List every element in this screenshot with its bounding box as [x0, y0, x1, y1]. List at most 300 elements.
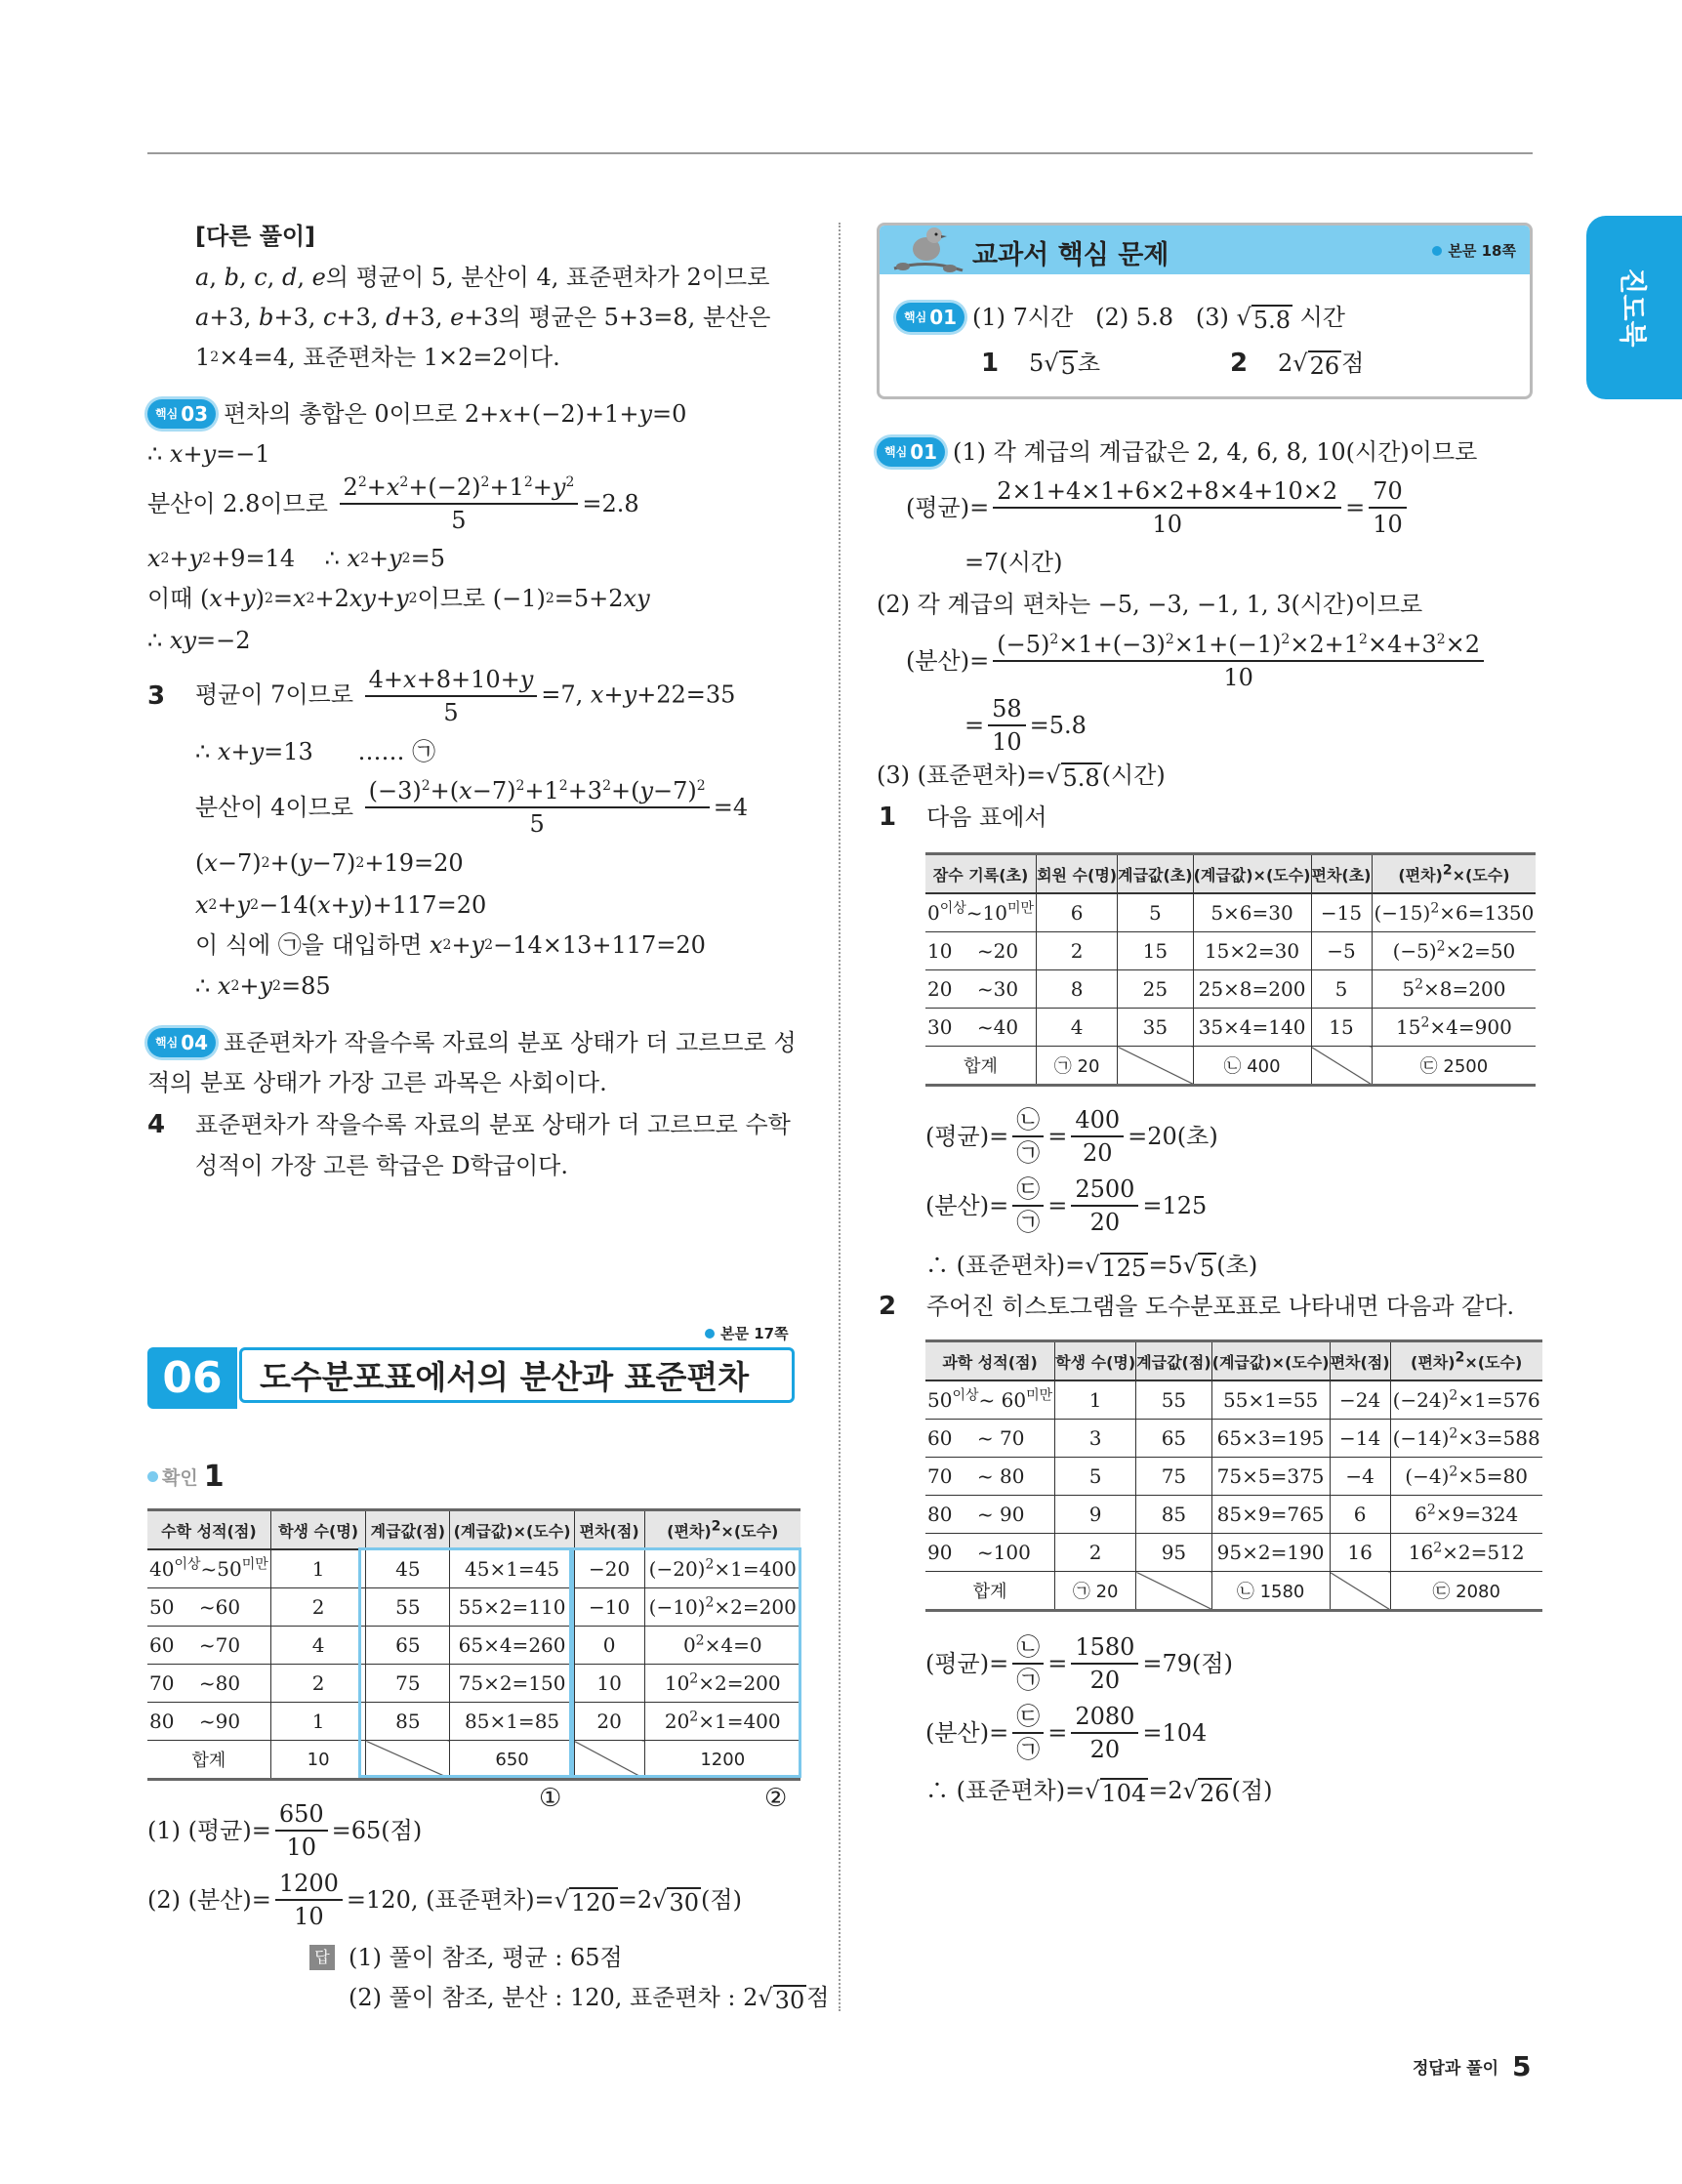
text-run: ×2	[1445, 631, 1481, 658]
page-reference	[1432, 240, 1516, 261]
text-run: 점	[806, 1984, 830, 2011]
text-run: (편차)	[1398, 865, 1443, 885]
table-cell	[1193, 970, 1311, 1009]
table-cell	[574, 1549, 644, 1588]
denominator	[282, 1832, 320, 1863]
text-run: 25×8=200	[1198, 977, 1306, 1001]
text-run: 1	[195, 344, 211, 371]
text-run: +	[169, 545, 189, 572]
superscript: 2	[558, 778, 568, 794]
math-variable: y	[259, 972, 273, 1000]
empty-slash-cell	[366, 1741, 450, 1780]
text-run: 분산이 4이므로	[195, 794, 361, 821]
core-04-line-2: 적의 분포 상태가 가장 고른 과목은 사회이다.	[147, 1069, 607, 1096]
text-run: 75×5=375	[1216, 1464, 1325, 1488]
superscript: 이상	[952, 1387, 979, 1404]
table-cell	[925, 893, 1037, 932]
text-run: 10	[992, 728, 1022, 756]
table-cell	[1372, 1009, 1536, 1047]
text-run: +2	[314, 585, 349, 612]
problem-2-stddev	[925, 1774, 1272, 1807]
text-run: =0	[652, 400, 687, 428]
text-run: 합계	[191, 1751, 226, 1771]
empty-slash-cell	[1118, 1047, 1193, 1086]
math-variable: y	[519, 666, 534, 693]
text-run: 45×1=45	[465, 1557, 560, 1581]
problem-3-line-4: ( x −7) 2 +( y −7) 2 +19=20	[195, 846, 464, 880]
text-run: 70	[1373, 477, 1403, 505]
problem-4-line-1	[147, 1108, 791, 1141]
text-run: 계급값(점)	[370, 1521, 446, 1541]
text-run: =	[964, 712, 985, 739]
text-run: ~50	[200, 1557, 242, 1581]
math-variable: y	[552, 474, 566, 501]
check-label	[147, 1460, 225, 1494]
math-variable: e	[311, 264, 326, 291]
math-variable: d	[386, 304, 401, 331]
radicand: 26	[1200, 1780, 1230, 1807]
line-text: 다음 표에서	[926, 804, 1047, 831]
text-run: 20	[1082, 1139, 1113, 1167]
text-run: 5	[1402, 977, 1415, 1001]
text-run: =−2	[196, 627, 251, 654]
text-run: ㉡	[1016, 1633, 1041, 1661]
superscript: 2	[1442, 862, 1453, 879]
radical-sign: √	[1046, 762, 1061, 789]
table-cell	[925, 932, 1037, 970]
math-variable: a	[195, 304, 210, 331]
side-tab[interactable]	[1586, 216, 1682, 399]
text-run: 3	[1088, 1426, 1102, 1450]
table-cell	[1372, 932, 1536, 970]
numerator	[993, 475, 1341, 509]
core-badge	[147, 399, 216, 429]
numerator	[1012, 1631, 1044, 1665]
text-run: (편차)	[1411, 1352, 1456, 1372]
table-cell	[450, 1549, 574, 1588]
math-variable: d	[281, 264, 298, 291]
text-run: +3의 평균은 5+3=8, 분산은	[464, 304, 771, 331]
text-run: 15	[1329, 1015, 1354, 1039]
total-cell	[925, 1047, 1037, 1086]
superscript: 2	[1281, 632, 1291, 647]
text-run: +(	[611, 777, 640, 804]
text-run: 2080	[1075, 1703, 1135, 1730]
text-run: ㉢	[1016, 1703, 1041, 1730]
problem-2-line	[879, 1290, 1514, 1323]
text-run: 5×6=30	[1210, 901, 1293, 925]
table-cell	[270, 1665, 366, 1703]
table-row	[925, 1380, 1542, 1420]
table-row	[147, 1665, 800, 1703]
column-header	[450, 1510, 574, 1550]
math-variable: xy	[623, 585, 650, 612]
table-total-row	[925, 1572, 1542, 1611]
text-run: ×9=324	[1435, 1503, 1519, 1526]
column-header	[1118, 854, 1193, 894]
column-header	[366, 1510, 450, 1550]
table-cell	[1311, 932, 1372, 970]
denominator	[290, 1901, 328, 1932]
total-cell	[1037, 1047, 1118, 1086]
text-run: (−24)	[1392, 1388, 1450, 1412]
text-run: ~ 60	[978, 1388, 1027, 1412]
core-03-line-6	[147, 624, 251, 657]
total-cell	[925, 1572, 1055, 1611]
table-cell	[925, 1496, 1055, 1534]
math-score-table	[147, 1508, 800, 1781]
text-run: (편차)	[667, 1521, 712, 1541]
text-run: 60 ~ 70	[927, 1426, 1025, 1450]
text-run: ,	[238, 264, 255, 291]
math-variable: c	[254, 264, 267, 291]
table-cell	[1311, 1009, 1372, 1047]
text-run: (평균)=	[925, 1650, 1009, 1677]
text-run: ㉠	[1016, 1667, 1041, 1694]
denominator	[1087, 1734, 1125, 1765]
math-variable: x	[386, 474, 400, 501]
table-cell	[1311, 893, 1372, 932]
text-run: ×2=200	[714, 1595, 797, 1619]
square-root	[1044, 347, 1078, 380]
square-root	[652, 1883, 701, 1916]
problem-1-mean	[925, 1099, 1218, 1174]
math-variable: x	[147, 545, 161, 572]
table-row	[925, 1009, 1536, 1047]
table-cell	[1136, 1534, 1211, 1572]
text-run: 55	[395, 1595, 421, 1619]
denominator	[1012, 1137, 1044, 1169]
alt-line-3: 1 2 ×4=4, 표준편차는 1×2=2이다.	[195, 341, 560, 374]
table-cell	[1136, 1380, 1211, 1420]
table-cell	[925, 1458, 1055, 1496]
text-run: 의 평균이 5, 분산이 4, 표준편차가 2이므로	[325, 264, 770, 291]
numerator	[1369, 475, 1407, 509]
text-run: 30 ~40	[927, 1015, 1019, 1039]
text-run: +(−2)	[408, 474, 481, 501]
math-variable: y	[188, 545, 203, 572]
table-cell	[1055, 1380, 1136, 1420]
text-run: 5	[529, 810, 545, 838]
alt-solution-title: [다른 풀이]	[195, 223, 316, 250]
text-run: =	[1345, 494, 1366, 521]
problem-1-variance	[925, 1169, 1207, 1243]
text-run: (−4)	[1405, 1464, 1450, 1488]
text-run: ×1+(−1)	[1173, 631, 1282, 658]
math-variable: x	[293, 585, 307, 612]
table-cell	[644, 1665, 800, 1703]
superscript: 2	[1449, 1463, 1458, 1480]
table-cell	[1037, 1009, 1118, 1047]
text-run: 85	[1161, 1503, 1187, 1526]
square-root	[554, 1883, 618, 1916]
text-run: 학생 수(명)	[278, 1521, 359, 1541]
text-run: =	[1047, 1123, 1068, 1150]
math-variable: y	[639, 777, 654, 804]
table-cell	[1390, 1458, 1542, 1496]
column-header	[644, 1510, 800, 1550]
text-run: ∴	[195, 972, 218, 1000]
superscript: 2	[1433, 1540, 1443, 1556]
text-run: (계급값)×(도수)	[1193, 865, 1311, 885]
math-variable: x	[499, 400, 513, 428]
table-cell	[1193, 893, 1311, 932]
text-run: ×(도수)	[1464, 1352, 1523, 1372]
text-run: ㉢ 2080	[1432, 1582, 1500, 1602]
text-run: 20	[596, 1710, 622, 1733]
line-text: (1) 각 계급의 계급값은 2, 4, 6, 8, 10(시간)이므로	[953, 438, 1478, 466]
problem-3-line-3	[195, 770, 748, 845]
fraction	[1012, 1104, 1044, 1169]
denominator	[1012, 1207, 1044, 1238]
problem-number: 2	[879, 1292, 897, 1321]
text-run: ×8=200	[1423, 977, 1506, 1001]
text-run: ×2=512	[1442, 1541, 1525, 1564]
math-variable: x	[217, 972, 231, 1000]
text-run: ㉡	[1016, 1106, 1041, 1133]
table-cell	[1372, 970, 1536, 1009]
table-cell	[1055, 1534, 1136, 1572]
text-run: 1	[1088, 1388, 1102, 1412]
text-run: 20	[664, 1710, 690, 1733]
text-run: ×1=576	[1457, 1388, 1540, 1412]
core-problems-box	[877, 223, 1533, 399]
text-run: −7)	[217, 849, 262, 877]
text-run: ㉠	[1016, 1139, 1041, 1167]
table-cell	[270, 1588, 366, 1627]
text-run: ×1=400	[714, 1557, 797, 1581]
text-run: 수학 성적(점)	[161, 1521, 257, 1541]
text-run: +	[451, 931, 472, 959]
text-run: 1	[311, 1557, 325, 1581]
empty-slash-cell	[1136, 1572, 1211, 1611]
text-run: 15	[1142, 939, 1169, 963]
column-header	[270, 1510, 366, 1550]
text-run: )	[255, 585, 265, 612]
line-text: 주어진 히스토그램을 도수분포표로 나타내면 다음과 같다.	[926, 1293, 1515, 1320]
radicand: 5	[1060, 352, 1076, 380]
core-01-line-1	[877, 435, 1477, 469]
text-run: 400	[1075, 1106, 1121, 1133]
table-row	[925, 1420, 1542, 1458]
badge-number: 03	[181, 402, 209, 426]
superscript: 2	[1436, 632, 1446, 647]
text-run: =−1	[216, 440, 270, 468]
text-run: (−14)	[1392, 1426, 1450, 1450]
text-run: +	[222, 585, 243, 612]
text-run: =	[1047, 1719, 1068, 1747]
answer-value	[1029, 347, 1100, 380]
text-run: +	[183, 440, 203, 468]
math-variable: y	[202, 440, 217, 468]
answer-line-1	[309, 1941, 623, 1974]
text-run: 75×2=150	[458, 1671, 566, 1695]
text-run: 합계	[972, 1582, 1007, 1602]
text-run: 분산이 2.8이므로	[147, 490, 336, 517]
table-cell	[574, 1627, 644, 1665]
math-variable: x	[403, 666, 417, 693]
text-run: +	[230, 738, 251, 765]
superscript: 2	[1436, 938, 1446, 955]
denominator	[988, 726, 1026, 758]
text-run: (1) (평균)=	[147, 1817, 271, 1844]
text-run: ×4=0	[704, 1633, 762, 1657]
text-run: 과학 성적(점)	[942, 1352, 1038, 1372]
text-run: ㉡ 1580	[1236, 1582, 1305, 1602]
text-run: 2	[1278, 350, 1293, 377]
text-run: 8	[1070, 977, 1084, 1001]
denominator	[526, 808, 549, 840]
total-cell	[270, 1741, 366, 1780]
text-run: 2	[311, 1595, 325, 1619]
text-run: 85	[395, 1710, 421, 1733]
text-run: 85×9=765	[1216, 1503, 1325, 1526]
table-cell	[1330, 1420, 1390, 1458]
section-title: 도수분포표에서의 분산과 표준편차	[239, 1347, 795, 1403]
table-header-row	[925, 1341, 1542, 1381]
superscript: 미만	[241, 1556, 268, 1573]
answer-label: 답	[309, 1945, 335, 1970]
numerator	[1012, 1104, 1044, 1137]
text-run: 10 ~20	[927, 939, 1019, 963]
square-root	[1183, 1249, 1217, 1282]
problem-number: 4	[147, 1110, 166, 1139]
marker-1: ①	[539, 1784, 562, 1813]
core-03-line-2	[147, 437, 270, 471]
square-root	[1085, 1774, 1148, 1807]
text-run: ㉠ 20	[1053, 1056, 1100, 1077]
answer-value	[1278, 347, 1364, 380]
text-run: ×2+1	[1290, 631, 1360, 658]
ref-text: 본문 18쪽	[1448, 242, 1516, 260]
fraction	[1012, 1701, 1044, 1765]
text-run: 0	[927, 901, 940, 925]
text-run: 650	[495, 1749, 529, 1770]
math-variable: y	[471, 931, 485, 959]
math-variable: b	[224, 264, 239, 291]
radicand: 125	[1101, 1255, 1147, 1282]
text-run: −10	[589, 1595, 631, 1619]
problem-3-line-6: 이 식에 ㉠을 대입하면 x 2 + y 2 −14×13+117=20	[195, 928, 706, 962]
core-badge	[147, 1028, 216, 1057]
text-run: 5	[1334, 977, 1348, 1001]
table-cell	[925, 1009, 1037, 1047]
problem-3-line-2	[195, 735, 435, 768]
table-cell	[366, 1549, 450, 1588]
square-root	[758, 1981, 806, 2014]
text-run: 4+	[368, 666, 404, 693]
text-run: (평균)=	[925, 1123, 1009, 1150]
table-cell	[1330, 1458, 1390, 1496]
denominator	[1012, 1665, 1044, 1696]
radical-sign: √	[554, 1886, 569, 1914]
box-title: 교과서 핵심 문제	[972, 240, 1169, 270]
line-text	[195, 664, 735, 728]
text-run: ㉢	[1016, 1175, 1041, 1203]
table-row	[925, 1534, 1542, 1572]
numerator	[1012, 1174, 1044, 1207]
numerator	[1071, 1701, 1138, 1734]
core-01-line-7	[877, 759, 1166, 792]
text-run: +22=35	[636, 680, 736, 709]
square-root	[1292, 347, 1341, 380]
text-run: 10	[596, 1671, 622, 1695]
text-run: (−20)	[648, 1557, 706, 1581]
radical-sign: √	[1292, 350, 1308, 377]
numerator	[275, 1868, 343, 1901]
denominator	[1079, 1137, 1117, 1169]
text-run: (−5)	[997, 631, 1050, 658]
core-01-line-4: (2) 각 계급의 편차는 −5, −3, −1, 1, 3(시간)이므로	[877, 591, 1423, 618]
table-cell	[1330, 1534, 1390, 1572]
fraction	[993, 475, 1341, 540]
column-header	[1372, 854, 1536, 894]
text-run: ∴	[147, 440, 170, 468]
superscript: 2	[695, 1632, 705, 1649]
fraction	[275, 1798, 328, 1863]
text-run: =	[1047, 1192, 1068, 1219]
text-run: 90 ~100	[927, 1541, 1031, 1564]
table-cell	[366, 1588, 450, 1627]
text-run: +9=14 ∴	[211, 545, 348, 572]
text-run: ∴	[147, 627, 170, 654]
header-rule	[147, 152, 1533, 154]
radical-sign: √	[1182, 1252, 1198, 1279]
text-run: 50	[927, 1388, 953, 1412]
superscript: 2	[1455, 1349, 1465, 1366]
text-run: 25	[1142, 977, 1169, 1001]
table-cell	[450, 1665, 574, 1703]
square-root	[1085, 1249, 1148, 1282]
problem-3-line-1	[147, 659, 735, 733]
text-run: =5+2	[554, 585, 624, 612]
text-run: 10	[1223, 664, 1253, 691]
table-cell	[147, 1665, 270, 1703]
core-03-line-5: 이때 ( x + y ) 2 = x 2 +2 xy + y 2 이므로 (−1) 2 =5+2 xy	[147, 582, 650, 615]
fraction	[365, 664, 538, 728]
text-run: 10	[1152, 511, 1182, 538]
superscript: 2	[1430, 900, 1440, 917]
table-cell	[270, 1703, 366, 1741]
fraction	[365, 775, 710, 840]
text-run: 80 ~90	[149, 1710, 241, 1733]
column-header	[1136, 1341, 1211, 1381]
superscript: 2	[602, 778, 611, 794]
text-run: ×3=588	[1457, 1426, 1540, 1450]
problem-number: 1	[981, 349, 1000, 378]
text-run: 0	[602, 1633, 616, 1657]
text-run: (1) 7시간 (2) 5.8 (3)	[972, 304, 1237, 331]
text-run: =5	[1148, 1252, 1183, 1279]
superscript: 2	[1426, 1502, 1436, 1518]
superscript: 2	[357, 474, 367, 490]
text-run: −24	[1338, 1388, 1381, 1412]
text-run: (−10)	[648, 1595, 706, 1619]
column-divider	[839, 223, 841, 2011]
text-run: (3) (표준편차)=	[877, 762, 1046, 789]
text-run: =2	[617, 1886, 653, 1914]
table-cell	[644, 1627, 800, 1665]
text-run: ×2=50	[1445, 939, 1516, 963]
radicand: 120	[570, 1889, 616, 1916]
problem-3-line-7: ∴ x 2 + y 2 =85	[195, 969, 331, 1003]
radicand: 26	[1309, 352, 1340, 380]
text-run: −14	[1338, 1426, 1381, 1450]
table-cell	[1211, 1420, 1330, 1458]
text-run: 계급값(점)	[1136, 1352, 1211, 1372]
text-run: 40	[149, 1557, 175, 1581]
problem-2-variance	[925, 1696, 1207, 1770]
